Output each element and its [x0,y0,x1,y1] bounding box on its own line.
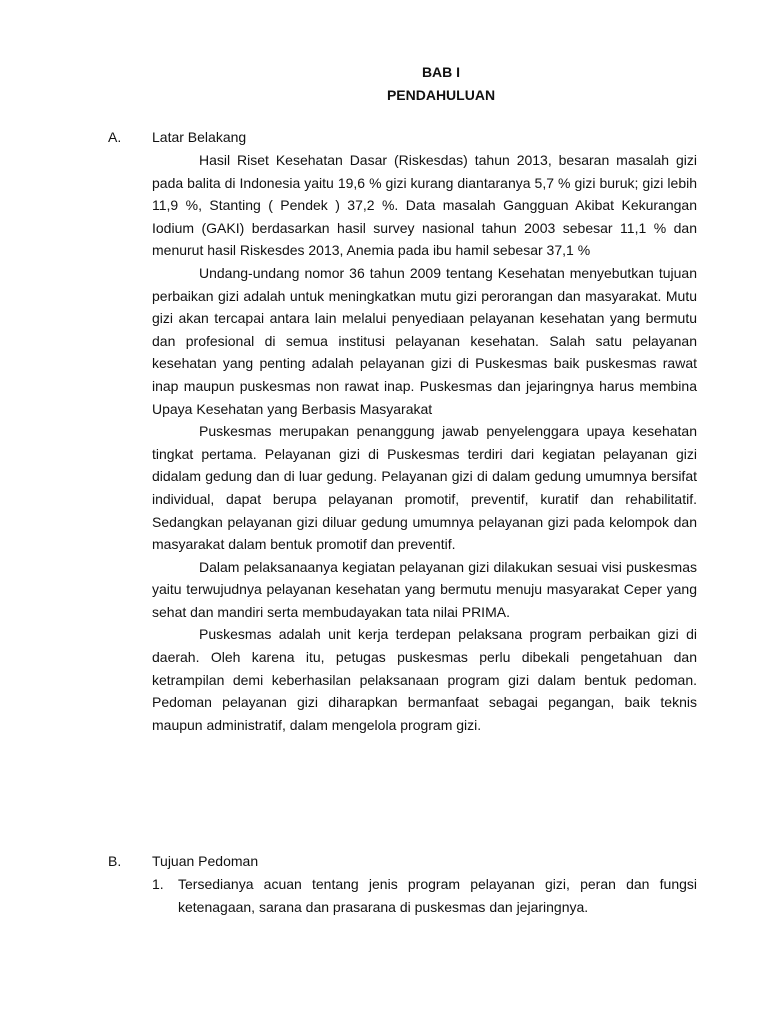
section-letter: A. [108,129,122,145]
list-item-text: Tersedianya acuan tentang jenis program pelayanan gizi, peran dan fungsi ketenagaan, sarana dan prasarana di puskesmas dan jejaringnya. [178,876,697,915]
paragraph: Hasil Riset Kesehatan Dasar (Riskesdas) tahun 2013, besaran masalah gizi pada balita di Indonesia yaitu 19,6 % gizi kurang diantaranya 5,7 % gizi buruk; gizi lebih 11,9 %, Stanting ( Pendek ) 37,2 %. Data masalah Gangguan Akibat Kekurangan Iodium (GAKI) berdasarkan hasil survey nasional tahun 2003 sebesar 11,1 % dan menurut hasil Riskesdes 2013, Anemia pada ibu hamil sebesar 37,1 % [152,152,697,259]
paragraph: Undang-undang nomor 36 tahun 2009 tentang Kesehatan menyebutkan tujuan perbaikan gizi adalah untuk meningkatkan mutu gizi perorangan dan masyarakat. Mutu gizi akan tercapai antara lain melalui penyediaan pelayanan kesehatan yang bermutu dan profesional di semua institusi pelayanan kesehatan. Salah satu pelayanan kesehatan yang penting adalah pelayanan gizi di Puskesmas baik puskesmas rawat inap maupun puskesmas non rawat inap. Puskesmas dan jejaringnya harus membina Upaya Kesehatan yang Berbasis Masyarakat [152,264,697,417]
paragraph: Dalam pelaksanaanya kegiatan pelayanan gizi dilakukan sesuai visi puskesmas yaitu terwujudnya pelayanan kesehatan yang bermutu menuju masyarakat Ceper yang sehat dan mandiri serta membudayakan tata nilai PRIMA. [152,558,697,620]
paragraph: Puskesmas merupakan penanggung jawab penyelenggara upaya kesehatan tingkat pertama. Pelayanan gizi di Puskesmas terdiri dari kegiatan pelayanan gizi didalam gedung dan di luar gedung. Pelayanan gizi di dalam gedung umumnya bersifat individual, dapat berupa pelayanan promotif, preventif, kuratif dan rehabilitatif. Sedangkan pelayanan gizi diluar gedung umumnya pelayanan gizi pada kelompok dan masyarakat dalam bentuk promotif dan preventif. [152,423,697,553]
section-a-body [152,149,697,736]
list-item [152,873,697,918]
section-title: Latar Belakang [152,129,247,145]
section-title: Tujuan Pedoman [152,853,259,869]
paragraph: Puskesmas adalah unit kerja terdepan pelaksana program perbaikan gizi di daerah. Oleh karena itu, petugas puskesmas perlu dibekali pengetahuan dan ketrampilan demi keberhasilan pelaksanaan program gizi dalam bentuk pedoman. Pedoman pelayanan gizi diharapkan bermanfaat sebagai pegangan, baik teknis maupun administratif, dalam mengelola program gizi. [152,626,697,733]
list-item-number: 1. [152,876,164,892]
section-letter: B. [108,853,122,869]
section-b-list [152,873,697,918]
chapter-title: BAB I [421,64,461,80]
chapter-subtitle: PENDAHULUAN [386,87,496,103]
